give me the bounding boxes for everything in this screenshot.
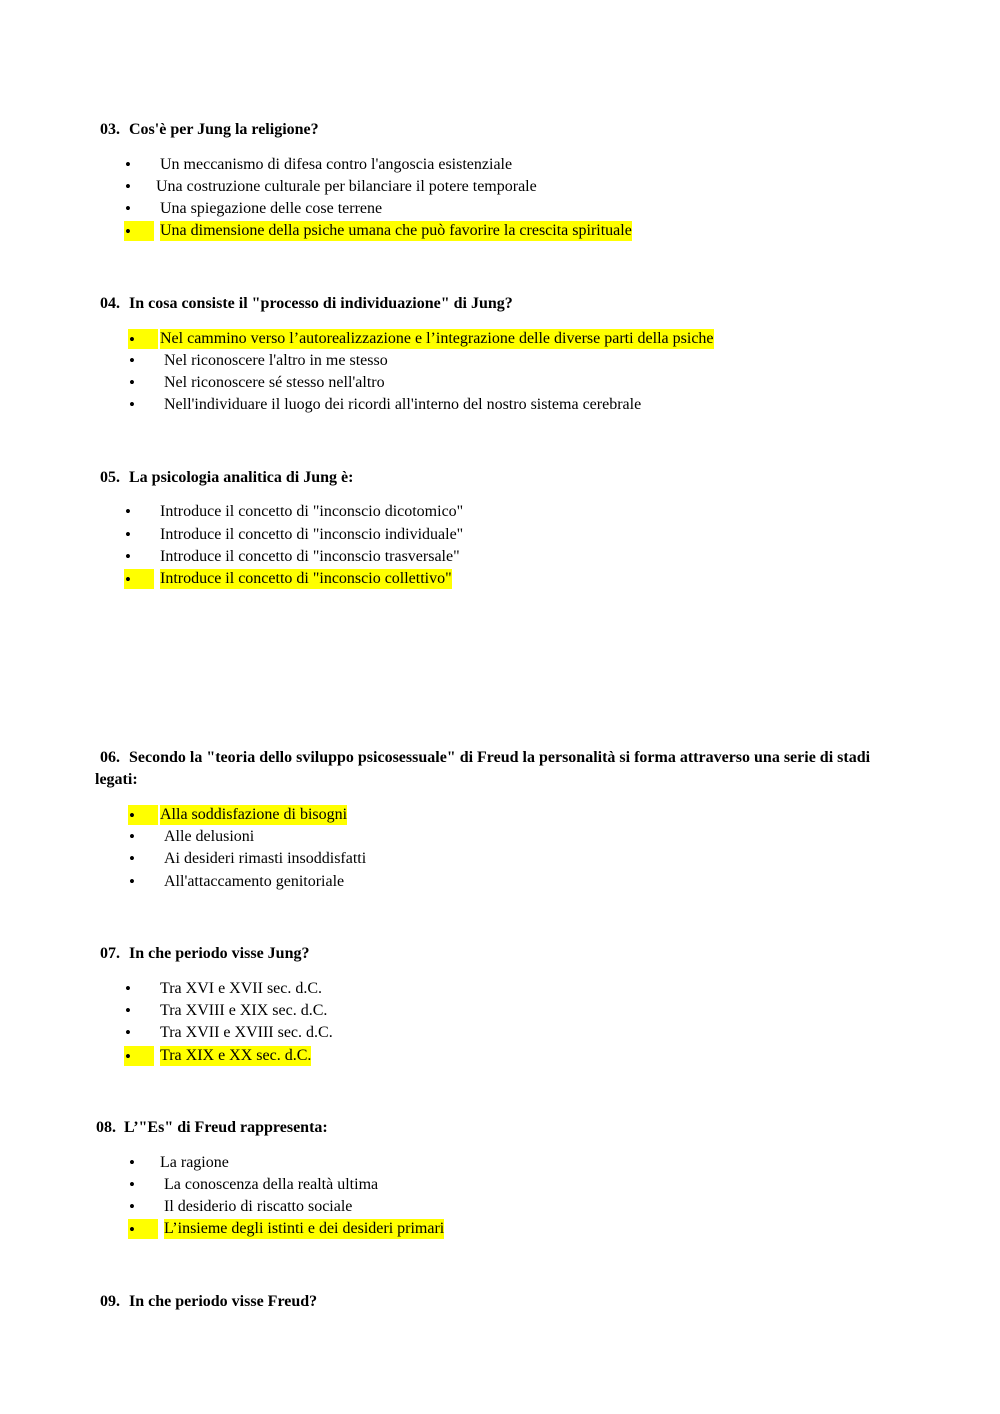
question-number: 04. <box>100 295 120 312</box>
question-number: 08. <box>96 1119 116 1136</box>
question-09 <box>100 1291 317 1313</box>
question-number: 07. <box>100 945 120 962</box>
question-06 <box>95 747 895 791</box>
question-number: 06. <box>100 749 120 766</box>
bullet-icon <box>124 1046 154 1066</box>
question-05 <box>100 467 353 489</box>
question-text: In che periodo visse Jung? <box>129 945 310 962</box>
bullet-icon <box>128 805 158 825</box>
question-text: In cosa consiste il "processo di individuazione" di Jung? <box>129 295 513 312</box>
question-04 <box>100 293 513 315</box>
question-text: Secondo la "teoria dello sviluppo psicosessuale" di Freud la personalità si forma attraverso una serie di stadi legati: <box>95 749 871 788</box>
question-text: La psicologia analitica di Jung è: <box>129 469 354 486</box>
question-text: L’"Es" di Freud rappresenta: <box>124 1119 328 1136</box>
bullet-icon <box>128 1219 158 1239</box>
question-07 <box>100 943 309 965</box>
question-number: 03. <box>100 121 120 138</box>
question-text: In che periodo visse Freud? <box>129 1293 318 1310</box>
question-08 <box>96 1117 328 1139</box>
bullet-icon <box>124 569 154 589</box>
question-text: Cos'è per Jung la religione? <box>129 121 319 138</box>
question-number: 05. <box>100 469 120 486</box>
question-number: 09. <box>100 1293 120 1310</box>
question-03 <box>100 119 319 141</box>
bullet-icon <box>128 329 158 349</box>
bullet-icon <box>124 221 154 241</box>
